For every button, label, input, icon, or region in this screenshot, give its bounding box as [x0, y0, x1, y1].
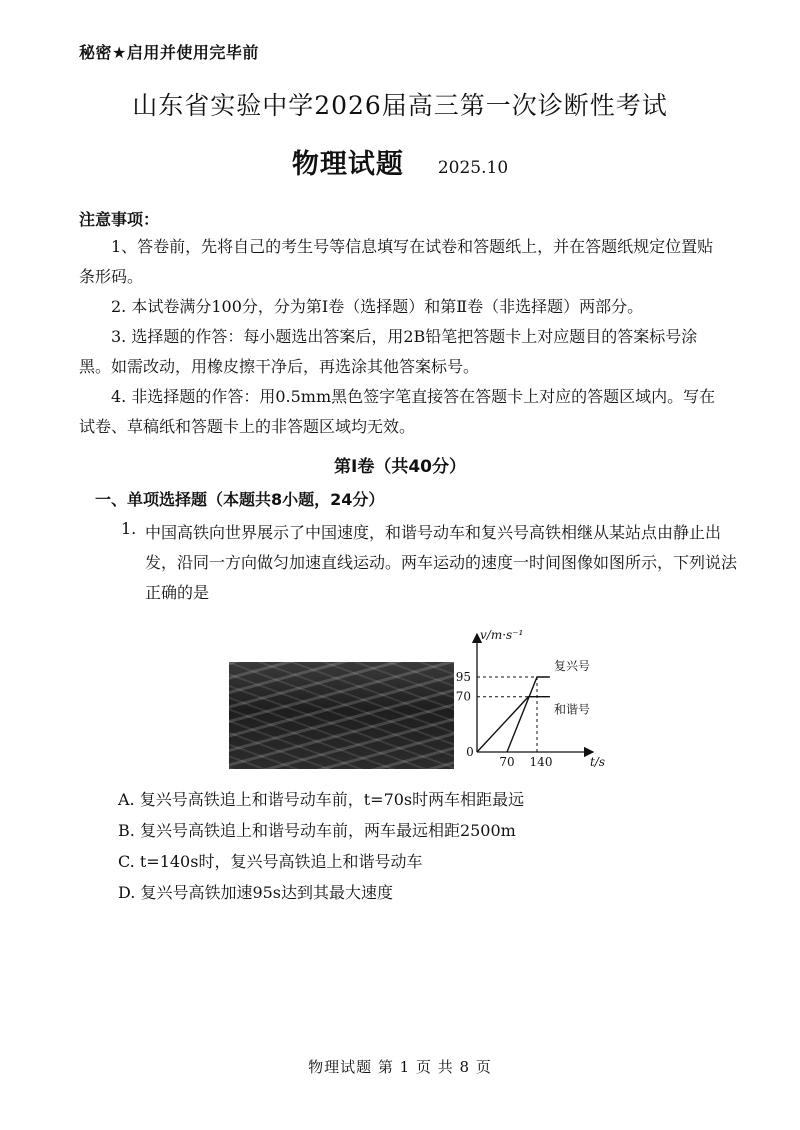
subject-line — [0, 142, 800, 181]
x-tick-140: 140 — [529, 755, 553, 769]
x-axis-label: t/s — [589, 755, 605, 769]
series-line-2 — [477, 697, 550, 752]
page-footer: 物理试题 第 1 页 共 8 页 — [308, 1058, 492, 1076]
confidential-label: 秘密★启用并使用完毕前 — [79, 43, 259, 62]
note-item-3: 3. 选择题的作答：每小题选出答案后，用2B铅笔把答题卡上对应题目的答案标号涂黑。如需改动，用橡皮擦干净后，再选涂其他答案标号。 — [79, 327, 698, 376]
series-label-fuxing: 复兴号 — [554, 659, 591, 673]
note-item-4: 4. 非选择题的作答：用0.5mm黑色签字笔直接答在答题卡上对应的答题区域内。写在试卷、草稿纸和答题卡上的非答题区域均无效。 — [79, 387, 716, 436]
part-heading: 一、单项选择题（本题共8小题，24分） — [95, 490, 385, 509]
question-stem: 中国高铁向世界展示了中国速度，和谐号动车和复兴号高铁相继从某站点由静止出发，沿同一方向做匀加速直线运动。两车运动的速度一时间图像如图所示，下列说法正确的是 — [145, 523, 738, 602]
option-a-label: A. — [118, 790, 135, 809]
option-c-text: t=140s时，复兴号高铁追上和谐号动车 — [139, 852, 423, 871]
option-d-text: 复兴号高铁加速95s达到其最大速度 — [140, 883, 394, 902]
option-c-label: C. — [118, 852, 135, 871]
volume-heading: 第Ⅰ卷（共40分） — [334, 457, 466, 477]
y-tick-70: 70 — [455, 689, 471, 704]
question-number: 1. — [121, 519, 137, 538]
option-c[interactable] — [118, 849, 422, 872]
y-axis-label: v/m·s⁻¹ — [480, 628, 524, 642]
velocity-time-graph — [455, 622, 615, 772]
notes-heading: 注意事项： — [79, 210, 160, 229]
option-d[interactable] — [118, 880, 393, 903]
note-item-2: 2. 本试卷满分100分，分为第Ⅰ卷（选择题）和第Ⅱ卷（非选择题）两部分。 — [111, 297, 644, 316]
series-line-1 — [507, 677, 550, 752]
exam-title: 山东省实验中学2026届高三第一次诊断性考试 — [132, 91, 668, 120]
origin-label: 0 — [466, 745, 474, 759]
option-b-text: 复兴号高铁追上和谐号动车前，两车最远相距2500m — [139, 821, 516, 840]
subject-title: 物理试题 — [291, 149, 404, 180]
exam-date: 2025.10 — [437, 158, 509, 178]
x-tick-70: 70 — [499, 755, 515, 769]
y-tick-95: 95 — [455, 670, 471, 684]
option-b[interactable] — [118, 818, 516, 841]
option-d-label: D. — [118, 883, 136, 902]
option-a-text: 复兴号高铁追上和谐号动车前，t=70s时两车相距最远 — [139, 790, 525, 809]
note-item-1: 1、答卷前，先将自己的考生号等信息填写在试卷和答题纸上，并在答题纸规定位置贴条形码。 — [79, 237, 714, 286]
train-photo — [229, 662, 454, 769]
option-b-label: B. — [118, 821, 135, 840]
option-a[interactable] — [118, 787, 524, 810]
series-label-hexie: 和谐号 — [554, 702, 591, 717]
